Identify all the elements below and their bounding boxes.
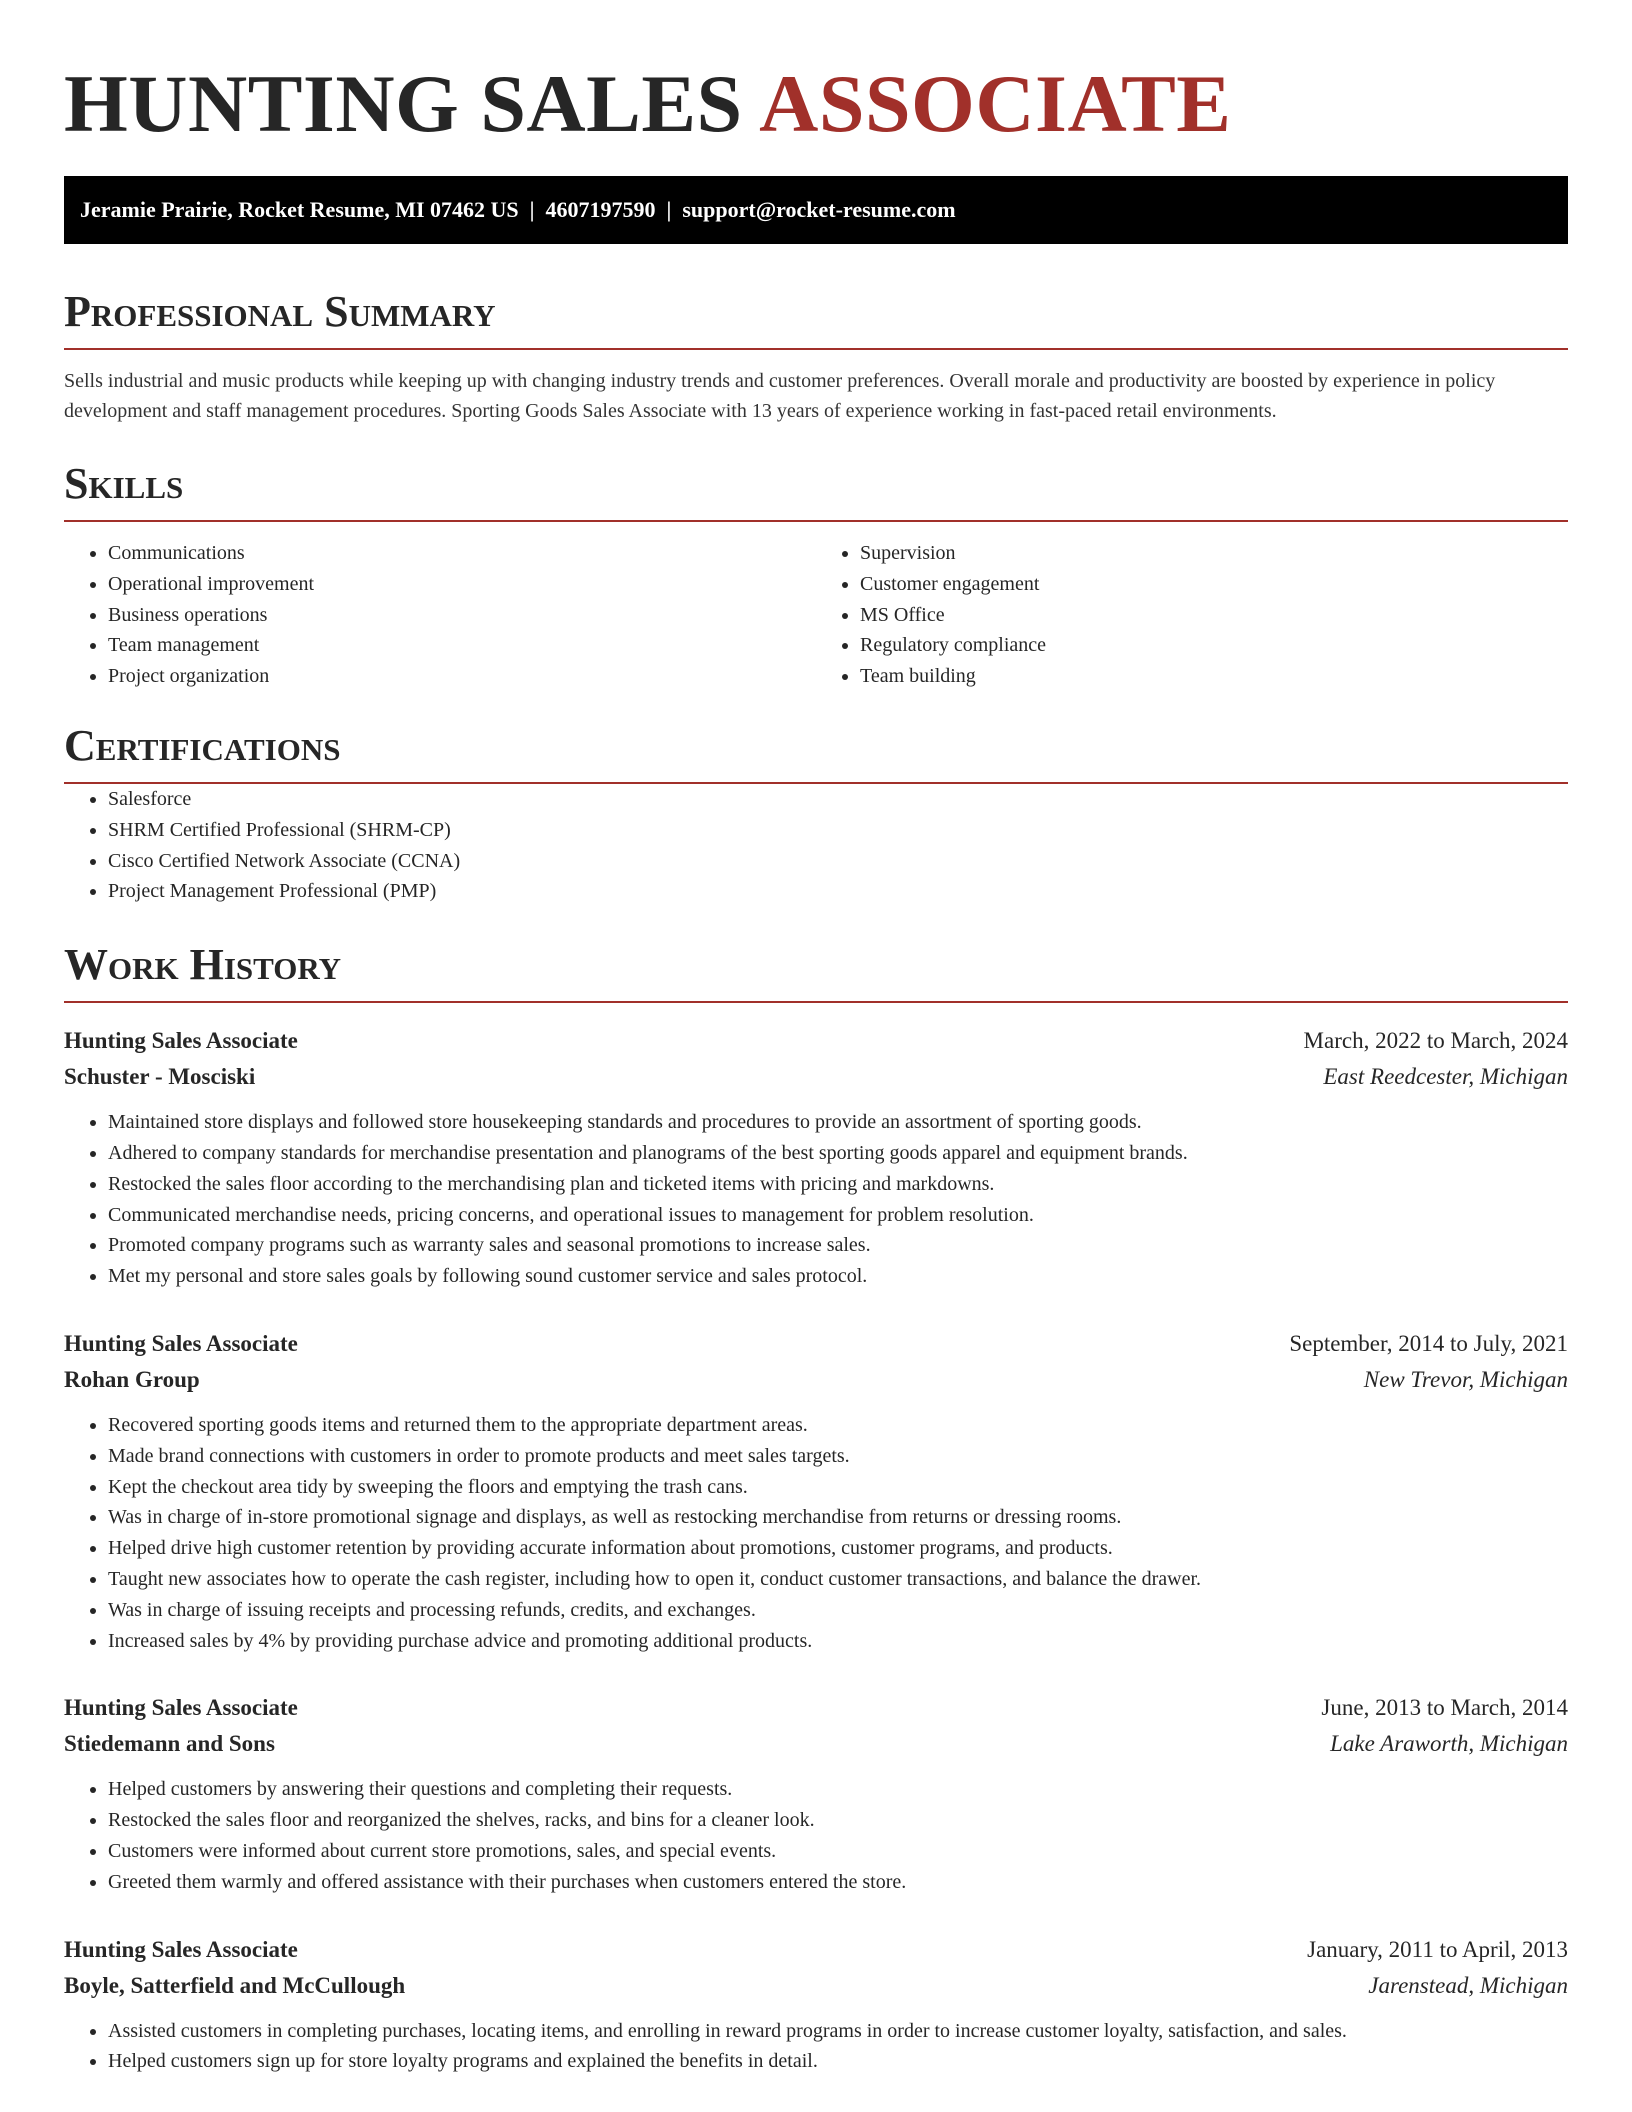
summary-heading: Professional Summary: [64, 286, 1568, 350]
job-duty: • Maintained store displays and followed store housekeeping standards and procedures to provide an assortment of sporting goods.: [108, 1107, 1568, 1138]
certifications-section: [64, 720, 1568, 907]
job-location: Lake Araworth, Michigan: [1330, 1731, 1568, 1757]
job-duty: • Restocked the sales floor according to the merchandising plan and ticketed items with pricing and markdowns.: [108, 1169, 1568, 1200]
job-entry: [64, 1690, 1568, 1897]
job-duty: • Made brand connections with customers in order to promote products and meet sales targets.: [108, 1441, 1568, 1472]
job-entry: [64, 1023, 1568, 1292]
job-location: New Trevor, Michigan: [1363, 1366, 1568, 1392]
skill-item: • Regulatory compliance: [860, 630, 1568, 661]
job-duties-list: [64, 2016, 1568, 2078]
job-duty: • Helped customers sign up for store loyalty programs and explained the benefits in detail.: [108, 2046, 1568, 2077]
job-duty: • Was in charge of in-store promotional signage and displays, as well as restocking merchandise from returns or dressing rooms.: [108, 1502, 1568, 1533]
job-location: East Reedcester, Michigan: [1323, 1064, 1568, 1090]
job-company: Stiedemann and Sons: [64, 1731, 275, 1757]
job-dates: June, 2013 to March, 2014: [1321, 1695, 1568, 1721]
certification-item: • Salesforce: [108, 784, 1568, 815]
resume-title: [64, 56, 1568, 152]
job-company: Schuster - Mosciski: [64, 1064, 256, 1090]
skill-item: • Supervision: [860, 538, 1568, 569]
job-company-row: [64, 1968, 1568, 2004]
job-duty: • Adhered to company standards for merchandise presentation and planograms of the best sporting goods apparel and equipment brands.: [108, 1138, 1568, 1169]
job-company: Boyle, Satterfield and McCullough: [64, 1972, 406, 1998]
certification-item: • Project Management Professional (PMP): [108, 876, 1568, 907]
job-title: Hunting Sales Associate: [64, 1695, 298, 1721]
job-company-row: [64, 1362, 1568, 1398]
job-dates: September, 2014 to July, 2021: [1289, 1330, 1568, 1356]
job-company-row: [64, 1726, 1568, 1762]
job-duty: • Assisted customers in completing purchases, locating items, and enrolling in reward programs in order to increase customer loyalty, satisfaction, and sales.: [108, 2016, 1568, 2047]
certification-item: • SHRM Certified Professional (SHRM-CP): [108, 815, 1568, 846]
job-header-row: [64, 1023, 1568, 1059]
skills-list-left: [64, 538, 816, 692]
job-duty: • Was in charge of issuing receipts and processing refunds, credits, and exchanges.: [108, 1595, 1568, 1626]
work-history-heading: Work History: [64, 939, 1568, 1003]
job-entry: [64, 1326, 1568, 1656]
contact-bar: Jeramie Prairie, Rocket Resume, MI 07462 US | 4607197590 | support@rocket-resume.com: [64, 176, 1568, 244]
job-header-row: [64, 1690, 1568, 1726]
summary-text: Sells industrial and music products while keeping up with changing industry trends and customer preferences. Overall morale and productivity are boosted by experience in policy development and staff management procedures. Sporting Goods Sales Associate with 13 years of experience working in fast-paced retail environments.: [64, 370, 1496, 422]
summary-section: [64, 286, 1568, 426]
skill-item: • Project organization: [108, 661, 816, 692]
skills-heading: Skills: [64, 458, 1568, 522]
job-duty: • Customers were informed about current store promotions, sales, and special events.: [108, 1836, 1568, 1867]
skill-item: • MS Office: [860, 600, 1568, 631]
skills-columns: [64, 538, 1568, 692]
job-location: Jarenstead, Michigan: [1368, 1972, 1568, 1998]
job-duties-list: [64, 1774, 1568, 1897]
job-title: Hunting Sales Associate: [64, 1028, 298, 1054]
job-duty: • Promoted company programs such as warranty sales and seasonal promotions to increase sales.: [108, 1230, 1568, 1261]
certifications-heading: Certifications: [64, 720, 1568, 784]
job-dates: March, 2022 to March, 2024: [1303, 1028, 1568, 1054]
title-accent: ASSOCIATE: [759, 58, 1232, 149]
skills-list-right: [816, 538, 1568, 692]
certifications-list: [64, 784, 1568, 907]
skill-item: • Communications: [108, 538, 816, 569]
job-duties-list: [64, 1107, 1568, 1292]
job-duties-list: [64, 1410, 1568, 1656]
title-main: HUNTING SALES: [64, 58, 743, 149]
job-duty: • Communicated merchandise needs, pricing concerns, and operational issues to management for problem resolution.: [108, 1200, 1568, 1231]
job-duty: • Greeted them warmly and offered assistance with their purchases when customers entered the store.: [108, 1867, 1568, 1898]
job-title: Hunting Sales Associate: [64, 1330, 298, 1356]
job-header-row: [64, 1932, 1568, 1968]
skill-item: • Team management: [108, 630, 816, 661]
skill-item: • Business operations: [108, 600, 816, 631]
job-duty: • Helped customers by answering their questions and completing their requests.: [108, 1774, 1568, 1805]
skills-section: [64, 458, 1568, 692]
job-duty: • Recovered sporting goods items and returned them to the appropriate department areas.: [108, 1410, 1568, 1441]
job-company-row: [64, 1059, 1568, 1095]
job-duty: • Increased sales by 4% by providing purchase advice and promoting additional products.: [108, 1626, 1568, 1657]
job-duty: • Taught new associates how to operate the cash register, including how to open it, conduct customer transactions, and balance the drawer.: [108, 1564, 1568, 1595]
job-dates: January, 2011 to April, 2013: [1307, 1936, 1568, 1962]
job-header-row: [64, 1326, 1568, 1362]
job-duty: • Helped drive high customer retention by providing accurate information about promotions, customer programs, and products.: [108, 1533, 1568, 1564]
job-duty: • Kept the checkout area tidy by sweeping the floors and emptying the trash cans.: [108, 1472, 1568, 1503]
job-duty: • Restocked the sales floor and reorganized the shelves, racks, and bins for a cleaner look.: [108, 1805, 1568, 1836]
job-company: Rohan Group: [64, 1366, 200, 1392]
job-entry: [64, 1932, 1568, 2078]
certification-item: • Cisco Certified Network Associate (CCNA): [108, 846, 1568, 877]
work-history-section: [64, 939, 1568, 2077]
skill-item: • Customer engagement: [860, 569, 1568, 600]
job-duty: • Met my personal and store sales goals by following sound customer service and sales protocol.: [108, 1261, 1568, 1292]
skill-item: • Operational improvement: [108, 569, 816, 600]
skill-item: • Team building: [860, 661, 1568, 692]
job-title: Hunting Sales Associate: [64, 1936, 298, 1962]
